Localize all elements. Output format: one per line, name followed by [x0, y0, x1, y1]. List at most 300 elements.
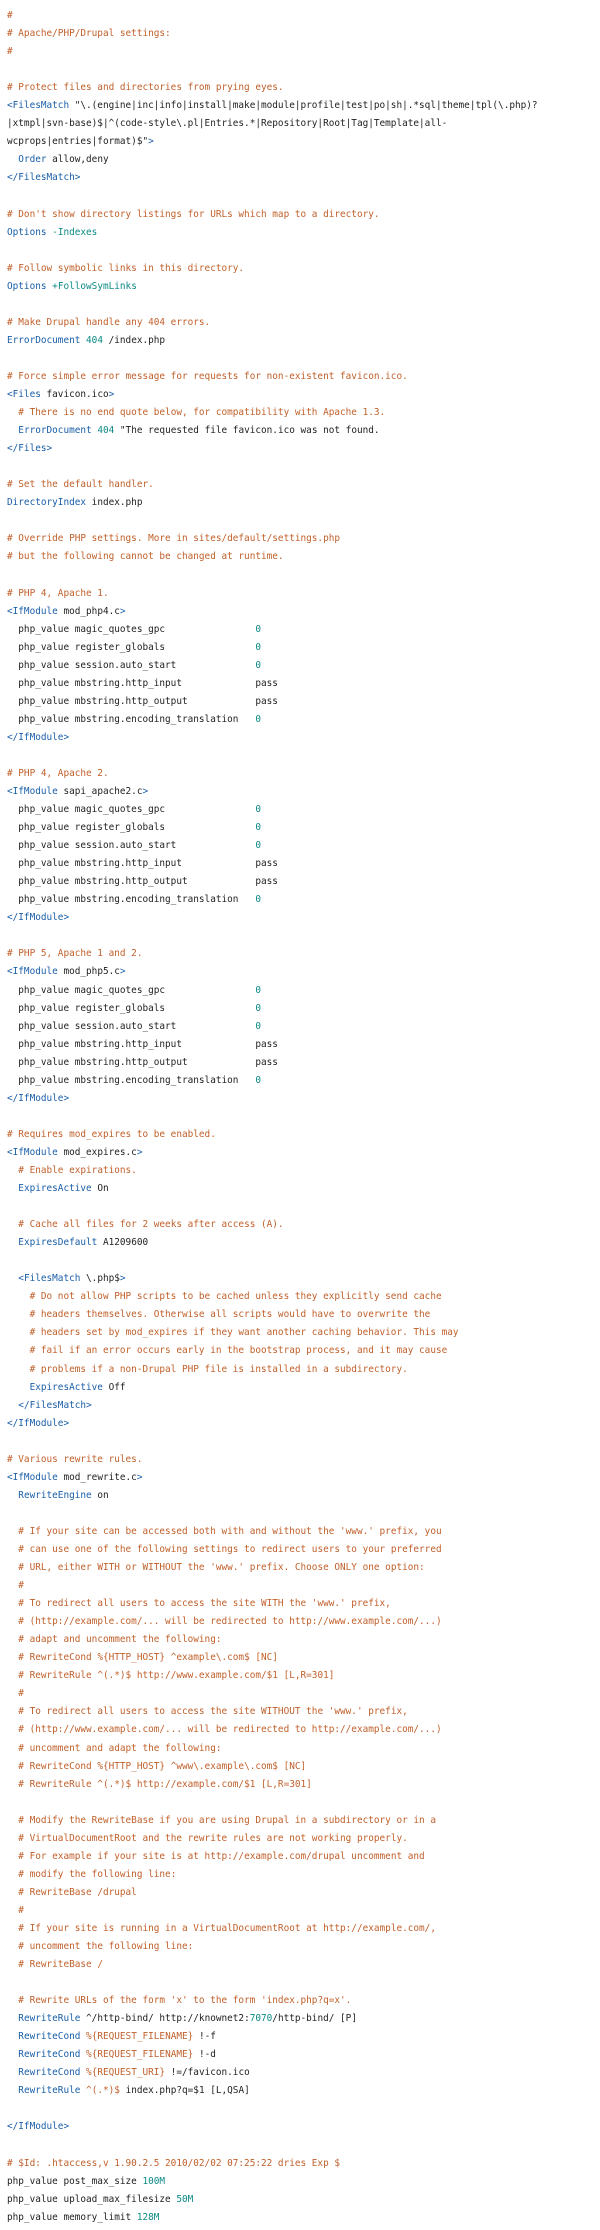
plain-token: !-d [193, 2049, 216, 2061]
directive-token: <IfModule [7, 1146, 58, 1158]
plain-token: index.php [86, 497, 143, 509]
code-line [0, 2209, 600, 2227]
plain-token: php_value register_globals [7, 641, 256, 653]
comment-token: # uncomment the following line: [18, 1941, 194, 1953]
code-line [0, 151, 600, 169]
comment-token: # (http://example.com/... will be redirected to http://www.example.com/...) [18, 1616, 442, 1628]
comment-token: ^(.*)$ [86, 2085, 120, 2097]
value-token: 0 [255, 1074, 262, 1086]
code-line [0, 603, 600, 621]
value-token: +FollowSymLinks [52, 280, 137, 292]
code-line [0, 982, 600, 1000]
code-line [0, 224, 600, 242]
directive-token: ErrorDocument [7, 334, 81, 346]
comment-token: # Apache/PHP/Drupal settings: [7, 28, 171, 40]
code-line [0, 891, 600, 909]
code-line [0, 1667, 600, 1685]
code-line [0, 1054, 600, 1072]
value-token: -Indexes [52, 226, 98, 238]
comment-token: # RewriteRule ^(.*)$ http://www.example.com/$1 [L,R=301] [18, 1670, 335, 1682]
plain-token: On [91, 1183, 109, 1195]
code-line [0, 711, 600, 729]
code-line [0, 1812, 600, 1830]
plain-token: favicon.ico [40, 388, 109, 400]
plain-token [7, 425, 18, 436]
code-line [0, 133, 600, 151]
code-line [0, 1505, 600, 1523]
plain-token: allow,deny [46, 154, 109, 166]
code-line [0, 1577, 600, 1595]
comment-token: # If your site is running in a VirtualDocumentRoot at http://example.com/, [18, 1922, 436, 1934]
plain-token: php_value upload_max_filesize [7, 2193, 177, 2205]
code-line [0, 1216, 600, 1234]
comment-token: # RewriteCond %{HTTP_HOST} ^www\.example\.com$ [NC] [18, 1760, 307, 1772]
plain-token: Off [102, 1381, 126, 1393]
comment-token: # [7, 10, 13, 21]
plain-token: sapi_apache2.c [57, 786, 143, 798]
code-line [0, 115, 600, 133]
plain-token: php_value session.auto_start [7, 840, 256, 852]
code-line [0, 729, 600, 747]
code-line [0, 1595, 600, 1613]
plain-token [7, 2067, 18, 2078]
plain-token [7, 2031, 18, 2042]
code-line [0, 242, 600, 260]
comment-token: # headers themselves. Otherwise all scripts would have to overwrite the [29, 1309, 431, 1321]
plain-token [7, 1833, 18, 1844]
plain-token: php_value mbstring.http_input pass [7, 1038, 278, 1050]
code-line [0, 350, 600, 368]
code-line [0, 1000, 600, 1018]
plain-token: php_value magic_quotes_gpc [7, 804, 256, 816]
value-token: 100M [142, 2175, 166, 2187]
code-line [0, 476, 600, 494]
plain-token: mod_php5.c [57, 966, 120, 978]
plain-token: php_value mbstring.encoding_translation [7, 713, 256, 725]
code-line [0, 1126, 600, 1144]
code-line [0, 1072, 600, 1090]
code-line [0, 1613, 600, 1631]
plain-token: php_value memory_limit [7, 2211, 137, 2223]
plain-token [7, 1183, 18, 1194]
value-token: 0 [255, 984, 262, 996]
plain-token: "\.(engine|inc|info|install|make|module|profile|test|po|sh|.*sql|theme|tpl(\.php)? [74, 100, 538, 112]
comment-token: %{REQUEST_FILENAME} [86, 2031, 194, 2043]
comment-token: # If your site can be accessed both with and without the 'www.' prefix, you [18, 1525, 442, 1537]
plain-token [7, 1706, 18, 1717]
code-line [0, 1144, 600, 1162]
comment-token: %{REQUEST_URI} [86, 2067, 166, 2079]
plain-token [7, 1165, 18, 1176]
code-line [0, 1379, 600, 1397]
comment-token: # (http://www.example.com/... will be redirected to http://example.com/...) [18, 1724, 442, 1736]
comment-token: # modify the following line: [18, 1868, 177, 1880]
code-line [0, 566, 600, 584]
value-token: 50M [176, 2193, 194, 2205]
code-line [0, 837, 600, 855]
plain-token [7, 1905, 18, 1916]
directive-token: </IfModule> [7, 912, 70, 924]
value-token: 0 [255, 713, 262, 725]
code-line [0, 2100, 600, 2118]
comment-token: # Modify the RewriteBase if you are using Drupal in a subdirectory or in a [18, 1814, 436, 1826]
value-token: 0 [255, 822, 262, 834]
directive-token: <Files [7, 388, 41, 400]
plain-token: mod_php4.c [57, 605, 120, 617]
code-line [0, 1162, 600, 1180]
plain-token: !=/favicon.ico [165, 2067, 250, 2079]
value-token: 404 [86, 334, 103, 346]
value-token: 0 [255, 641, 262, 653]
directive-token: <IfModule [7, 1471, 58, 1483]
code-line [0, 1740, 600, 1758]
code-line [0, 404, 600, 422]
plain-token [7, 1652, 18, 1663]
directive-token: ErrorDocument [18, 425, 92, 437]
plain-token: mod_rewrite.c [57, 1471, 137, 1483]
directive-token: <IfModule [7, 786, 58, 798]
plain-token: !-f [193, 2031, 216, 2043]
comment-token: # Cache all files for 2 weeks after access (A). [18, 1219, 284, 1231]
code-line [0, 927, 600, 945]
comment-token: # but the following cannot be changed at runtime. [7, 551, 284, 563]
code-line [0, 260, 600, 278]
code-line [0, 2082, 600, 2100]
comment-token: # [18, 1580, 24, 1592]
code-line [0, 2028, 600, 2046]
code-line [0, 2010, 600, 2028]
comment-token: # To redirect all users to access the site WITHOUT the 'www.' prefix, [18, 1706, 408, 1718]
code-line [0, 1920, 600, 1938]
directive-token: > [136, 1471, 143, 1483]
plain-token: php_value magic_quotes_gpc [7, 984, 256, 996]
plain-token [7, 1544, 18, 1555]
plain-token [7, 1779, 18, 1790]
code-line [0, 1884, 600, 1902]
comment-token: # uncomment and adapt the following: [18, 1742, 222, 1754]
plain-token: php_value session.auto_start [7, 659, 256, 671]
code-line [0, 2173, 600, 2191]
code-line [0, 206, 600, 224]
directive-token: RewriteRule [18, 2085, 81, 2097]
comment-token: # Override PHP settings. More in sites/default/settings.php [7, 533, 341, 545]
plain-token [7, 1580, 18, 1591]
value-token: 404 [97, 425, 115, 437]
comment-token: # There is no end quote below, for compatibility with Apache 1.3. [18, 407, 386, 419]
code-line [0, 1415, 600, 1433]
plain-token [7, 1291, 30, 1302]
comment-token: # RewriteBase /drupal [18, 1886, 137, 1898]
code-line [0, 1198, 600, 1216]
plain-token [7, 1815, 18, 1826]
directive-token: > [136, 1146, 143, 1158]
code-line [0, 639, 600, 657]
code-line [0, 1631, 600, 1649]
plain-token [7, 1400, 18, 1411]
plain-token: "The requested file favicon.ico was not found. [114, 425, 380, 437]
comment-token: # Protect files and directories from prying eyes. [7, 82, 284, 94]
code-line [0, 512, 600, 530]
code-line [0, 332, 600, 350]
code-line [0, 2137, 600, 2155]
code-line [0, 1451, 600, 1469]
plain-token [7, 2049, 18, 2060]
code-line [0, 494, 600, 512]
plain-token [7, 1923, 18, 1934]
code-line [0, 1090, 600, 1108]
comment-token: # VirtualDocumentRoot and the rewrite rules are not working properly. [18, 1832, 408, 1844]
code-line [0, 1433, 600, 1451]
comment-token: # Enable expirations. [18, 1165, 137, 1176]
comment-token: # PHP 4, Apache 1. [7, 587, 109, 599]
plain-token [7, 2085, 18, 2096]
comment-token: # Don't show directory listings for URLs which map to a directory. [7, 208, 380, 220]
value-token: 0 [255, 1002, 262, 1014]
code-line [0, 1848, 600, 1866]
directive-token: ExpiresDefault [18, 1237, 98, 1249]
code-line [0, 440, 600, 458]
code-line [0, 945, 600, 963]
plain-token: on [91, 1489, 109, 1501]
code-line [0, 25, 600, 43]
plain-token [7, 1743, 18, 1754]
code-line [0, 1523, 600, 1541]
comment-token: # problems if a non-Drupal PHP file is installed in a subdirectory. [29, 1363, 408, 1375]
plain-token [7, 1761, 18, 1772]
directive-token: > [119, 605, 126, 617]
plain-token [7, 1941, 18, 1952]
code-line [0, 187, 600, 205]
code-line [0, 314, 600, 332]
comment-token: # Set the default handler. [7, 479, 154, 491]
plain-token: wcprops|entries|format)$" [7, 136, 149, 148]
code-line [0, 1270, 600, 1288]
code-line [0, 2118, 600, 2136]
comment-token: # Follow symbolic links in this directory. [7, 262, 245, 274]
code-line [0, 368, 600, 386]
code-line [0, 169, 600, 187]
plain-token: php_value mbstring.http_input pass [7, 677, 278, 689]
code-line [0, 801, 600, 819]
plain-token: php_value register_globals [7, 1002, 256, 1014]
code-line [0, 783, 600, 801]
code-line [0, 1794, 600, 1812]
plain-token [7, 1345, 30, 1356]
plain-token [7, 1327, 30, 1338]
code-line [0, 675, 600, 693]
directive-token: RewriteRule [18, 2013, 81, 2025]
code-line [0, 548, 600, 566]
plain-token [7, 1851, 18, 1862]
comment-token: # RewriteCond %{HTTP_HOST} ^example\.com$ [NC] [18, 1652, 278, 1664]
comment-token: # Rewrite URLs of the form 'x' to the form 'index.php?q=x'. [18, 1995, 352, 2007]
comment-token: # Various rewrite rules. [7, 1453, 143, 1465]
plain-token [7, 1382, 30, 1393]
code-line [0, 1018, 600, 1036]
plain-token: /index.php [102, 334, 166, 346]
directive-token: <FilesMatch [18, 1273, 81, 1285]
comment-token: # can use one of the following settings to redirect users to your preferred [18, 1543, 442, 1555]
code-line [0, 386, 600, 404]
directive-token: </IfModule> [7, 1092, 70, 1104]
plain-token: php_value mbstring.http_output pass [7, 876, 278, 888]
value-token: 0 [255, 840, 262, 852]
code-line [0, 909, 600, 927]
directive-token: </FilesMatch> [18, 1399, 92, 1411]
code-line [0, 1956, 600, 1974]
directive-token: </IfModule> [7, 2121, 70, 2133]
code-line [0, 278, 600, 296]
code-line [0, 657, 600, 675]
plain-token [7, 2013, 18, 2024]
code-line [0, 1487, 600, 1505]
plain-token [7, 1309, 30, 1320]
plain-token [7, 1616, 18, 1627]
code-line [0, 79, 600, 97]
directive-token: > [142, 786, 149, 798]
value-token: 0 [255, 1020, 262, 1032]
comment-token: # PHP 4, Apache 2. [7, 767, 109, 779]
plain-token: /http-bind/ [P] [272, 2013, 357, 2025]
directive-token: </IfModule> [7, 731, 70, 743]
code-line [0, 1306, 600, 1324]
directive-token: Order [18, 154, 47, 166]
comment-token: %{REQUEST_FILENAME} [86, 2049, 194, 2061]
code-line [0, 2191, 600, 2209]
directive-token: </IfModule> [7, 1417, 70, 1429]
comment-token: # [18, 1904, 24, 1916]
comment-token: # To redirect all users to access the site WITH the 'www.' prefix, [18, 1598, 391, 1610]
code-line [0, 819, 600, 837]
comment-token: # Requires mod_expires to be enabled. [7, 1128, 216, 1140]
plain-token: php_value mbstring.encoding_translation [7, 894, 256, 906]
directive-token: DirectoryIndex [7, 497, 87, 509]
comment-token: # PHP 5, Apache 1 and 2. [7, 948, 143, 960]
value-token: 0 [255, 894, 262, 906]
code-line [0, 1252, 600, 1270]
comment-token: # [18, 1688, 24, 1700]
code-line [0, 1036, 600, 1054]
plain-token [7, 1688, 18, 1699]
plain-token: index.php?q=$1 [L,QSA] [119, 2085, 250, 2097]
code-line [0, 585, 600, 603]
plain-token: |xtmpl|svn-base)$|^(code-style\.pl|Entries.*|Repository|Root|Tag|Template|all- [7, 118, 448, 130]
plain-token: php_value mbstring.http_output pass [7, 1056, 278, 1068]
code-line [0, 1180, 600, 1198]
directive-token: > [119, 966, 126, 978]
value-token: 0 [255, 623, 262, 635]
plain-token [7, 407, 18, 418]
directive-token: RewriteCond [18, 2031, 81, 2043]
directive-token: RewriteEngine [18, 1489, 92, 1501]
code-line [0, 2064, 600, 2082]
code-line [0, 1938, 600, 1956]
comment-token: # fail if an error occurs early in the bootstrap process, and it may cause [29, 1345, 448, 1357]
plain-token [7, 1364, 30, 1375]
code-line [0, 296, 600, 314]
code-line [0, 1902, 600, 1920]
directive-token: ExpiresActive [29, 1381, 103, 1393]
code-line [0, 1288, 600, 1306]
plain-token: php_value mbstring.encoding_translation [7, 1074, 256, 1086]
code-line [0, 621, 600, 639]
code-line [0, 855, 600, 873]
code-line [0, 1541, 600, 1559]
code-line [0, 1776, 600, 1794]
plain-token [7, 1526, 18, 1537]
plain-token [7, 1598, 18, 1609]
comment-token: # Do not allow PHP scripts to be cached unless they explicitly send cache [29, 1291, 442, 1303]
code-line [0, 2046, 600, 2064]
plain-token: php_value mbstring.http_output pass [7, 695, 278, 707]
comment-token: # URL, either WITH or WITHOUT the 'www.' prefix. Choose ONLY one option: [18, 1562, 425, 1574]
plain-token: php_value magic_quotes_gpc [7, 623, 256, 635]
code-line [0, 1361, 600, 1379]
code-line [0, 747, 600, 765]
plain-token [7, 1237, 18, 1248]
directive-token: <IfModule [7, 966, 58, 978]
code-line [0, 2155, 600, 2173]
plain-token: ^/http-bind/ http://knownet2: [80, 2013, 250, 2025]
code-line [0, 1721, 600, 1739]
directive-token: RewriteCond [18, 2067, 81, 2079]
code-line [0, 43, 600, 61]
code-line [0, 765, 600, 783]
comment-token: # Force simple error message for requests for non-existent favicon.ico. [7, 370, 408, 382]
comment-token: # RewriteBase / [18, 1959, 103, 1971]
directive-token: RewriteCond [18, 2049, 81, 2061]
code-line [0, 422, 600, 440]
code-line [0, 1397, 600, 1415]
directive-token: <FilesMatch [7, 100, 75, 112]
code-line [0, 458, 600, 476]
comment-token: # For example if your site is at http://example.com/drupal uncomment and [18, 1850, 425, 1862]
plain-token [7, 1724, 18, 1735]
directive-token: > [119, 1273, 126, 1285]
code-line [0, 1992, 600, 2010]
directive-token: Options [7, 280, 47, 292]
plain-token: php_value session.auto_start [7, 1020, 256, 1032]
directive-token: Options [7, 226, 47, 238]
plain-token: mod_expires.c [57, 1146, 137, 1158]
value-token: 0 [255, 804, 262, 816]
code-line [0, 7, 600, 25]
code-line [0, 97, 600, 115]
code-line [0, 61, 600, 79]
value-token: 128M [136, 2211, 160, 2223]
comment-token: # headers set by mod_expires if they want another caching behavior. This may [29, 1327, 459, 1339]
plain-token [7, 1273, 18, 1284]
plain-token [7, 1490, 18, 1501]
code-line [0, 1685, 600, 1703]
plain-token [7, 1670, 18, 1681]
plain-token [7, 1887, 18, 1898]
directive-token: <IfModule [7, 605, 58, 617]
plain-token [7, 1995, 18, 2006]
comment-token: # RewriteRule ^(.*)$ http://example.com/$1 [L,R=301] [18, 1778, 312, 1790]
plain-token: php_value post_max_size [7, 2175, 143, 2187]
code-line [0, 1324, 600, 1342]
code-line [0, 1974, 600, 1992]
value-token: 7070 [249, 2013, 273, 2025]
directive-token: ExpiresActive [18, 1183, 92, 1195]
comment-token: # $Id: .htaccess,v 1.90.2.5 2010/02/02 07:25:22 dries Exp $ [7, 2157, 341, 2169]
value-token: 0 [255, 659, 262, 671]
code-line [0, 1649, 600, 1667]
directive-token: > [148, 136, 154, 148]
code-line [0, 1108, 600, 1126]
plain-token: A1209600 [97, 1237, 149, 1249]
